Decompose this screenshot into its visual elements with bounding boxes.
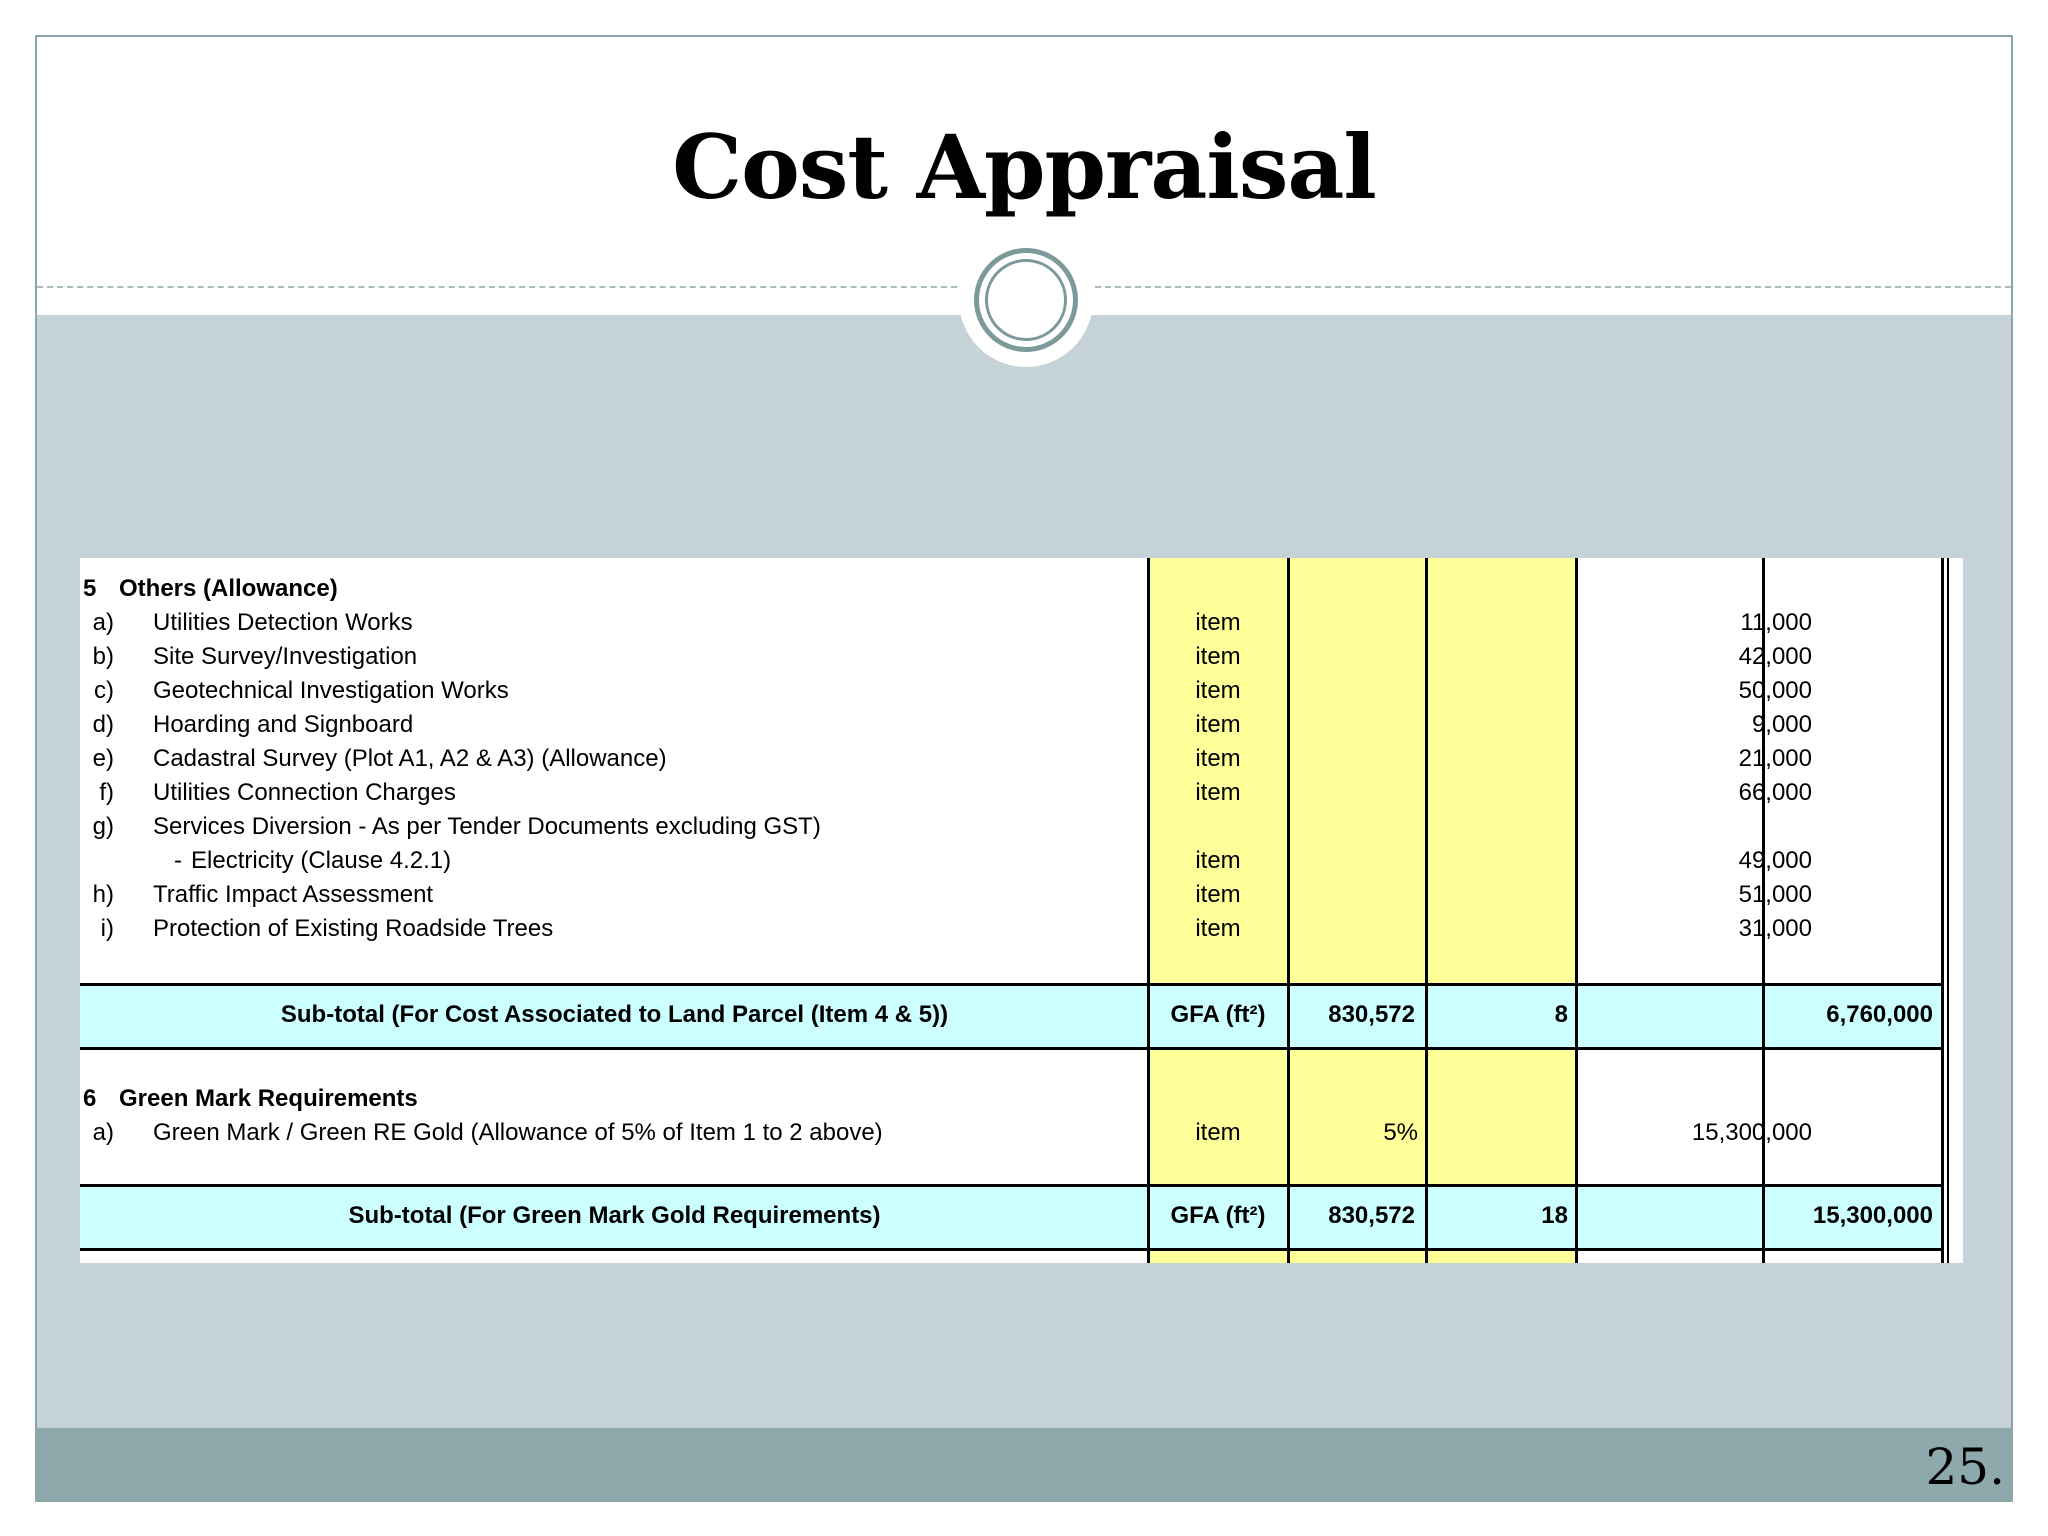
slide (35, 35, 2013, 1502)
table-rule (80, 1184, 1941, 1187)
item-unit: item (1195, 643, 1241, 670)
page-number: 25. (1925, 1438, 2005, 1496)
item-amount: 11,000 (1740, 609, 1812, 636)
subtotal-total: 15,300,000 (1812, 1202, 1933, 1229)
footer-band (37, 1428, 2011, 1500)
slide-title: Cost Appraisal (672, 115, 1376, 219)
item-description: Traffic Impact Assessment (153, 881, 434, 908)
table-rule (80, 1047, 1941, 1050)
item-description: Protection of Existing Roadside Trees (153, 915, 554, 942)
item-qty: 5% (1383, 1119, 1418, 1146)
subtotal-rate: 8 (1554, 1001, 1568, 1028)
column-divider (1575, 558, 1578, 1263)
item-description: Services Diversion - As per Tender Documents excluding GST) (153, 813, 821, 840)
section-number: 5 (83, 575, 97, 602)
item-label: f) (99, 779, 114, 806)
table-rule (80, 1248, 1941, 1251)
subtotal-unit: GFA (ft²) (1170, 1202, 1266, 1229)
table-border-right (1941, 558, 1944, 1263)
item-unit: item (1195, 915, 1241, 942)
item-amount: 51,000 (1738, 881, 1812, 908)
item-label: d) (92, 711, 114, 738)
item-amount: 9,000 (1751, 711, 1812, 738)
divider-line-right (1095, 286, 2011, 288)
item-unit: item (1195, 779, 1241, 806)
item-description: Cadastral Survey (Plot A1, A2 & A3) (Allowance) (153, 745, 667, 772)
item-description: Utilities Detection Works (153, 609, 413, 636)
column-divider (1425, 558, 1428, 1263)
item-amount: 49,000 (1738, 847, 1812, 874)
item-amount: 21,000 (1738, 745, 1812, 772)
item-unit: item (1195, 881, 1241, 908)
rate-column-fill (1428, 558, 1575, 1263)
subtotal-rate: 18 (1541, 1202, 1568, 1229)
item-label: - (174, 847, 182, 874)
item-amount: 50,000 (1738, 677, 1812, 704)
section-title: Green Mark Requirements (119, 1085, 418, 1112)
item-unit: item (1195, 847, 1241, 874)
divider-line-left (37, 286, 957, 288)
item-amount: 66,000 (1738, 779, 1812, 806)
item-unit: item (1195, 711, 1241, 738)
section-number: 6 (83, 1085, 97, 1112)
subtotal-label: Sub-total (For Green Mark Gold Requirements) (348, 1202, 881, 1229)
item-description: Utilities Connection Charges (153, 779, 456, 806)
table-border-right (1947, 558, 1949, 1263)
item-label: h) (92, 881, 114, 908)
item-amount: 31,000 (1738, 915, 1812, 942)
item-label: a) (92, 1119, 114, 1146)
item-unit: item (1195, 677, 1241, 704)
item-label: i) (100, 915, 114, 942)
subtotal-total: 6,760,000 (1826, 1001, 1933, 1028)
qty-column-fill (1290, 558, 1425, 1263)
item-description: Geotechnical Investigation Works (153, 677, 509, 704)
cost-table-image (80, 558, 1963, 1263)
item-description: Site Survey/Investigation (153, 643, 418, 670)
item-label: e) (92, 745, 114, 772)
item-unit: item (1195, 1119, 1241, 1146)
item-label: a) (92, 609, 114, 636)
item-label: g) (92, 813, 114, 840)
item-amount: 15,300,000 (1691, 1119, 1812, 1146)
subtotal-qty: 830,572 (1328, 1202, 1415, 1229)
item-unit: item (1195, 745, 1241, 772)
item-label: c) (94, 677, 114, 704)
item-label: b) (92, 643, 114, 670)
subtotal-qty: 830,572 (1328, 1001, 1415, 1028)
item-unit: item (1195, 609, 1241, 636)
circle-ornament-icon (985, 259, 1067, 341)
subtotal-unit: GFA (ft²) (1170, 1001, 1266, 1028)
column-divider (1287, 558, 1290, 1263)
item-description: Hoarding and Signboard (153, 711, 414, 738)
item-amount: 42,000 (1738, 643, 1812, 670)
item-description: Electricity (Clause 4.2.1) (191, 847, 452, 874)
item-description: Green Mark / Green RE Gold (Allowance of 5% of Item 1 to 2 above) (153, 1119, 883, 1146)
section-title: Others (Allowance) (119, 575, 338, 602)
subtotal-label: Sub-total (For Cost Associated to Land Parcel (Item 4 & 5)) (280, 1001, 949, 1028)
table-rule (80, 983, 1941, 986)
